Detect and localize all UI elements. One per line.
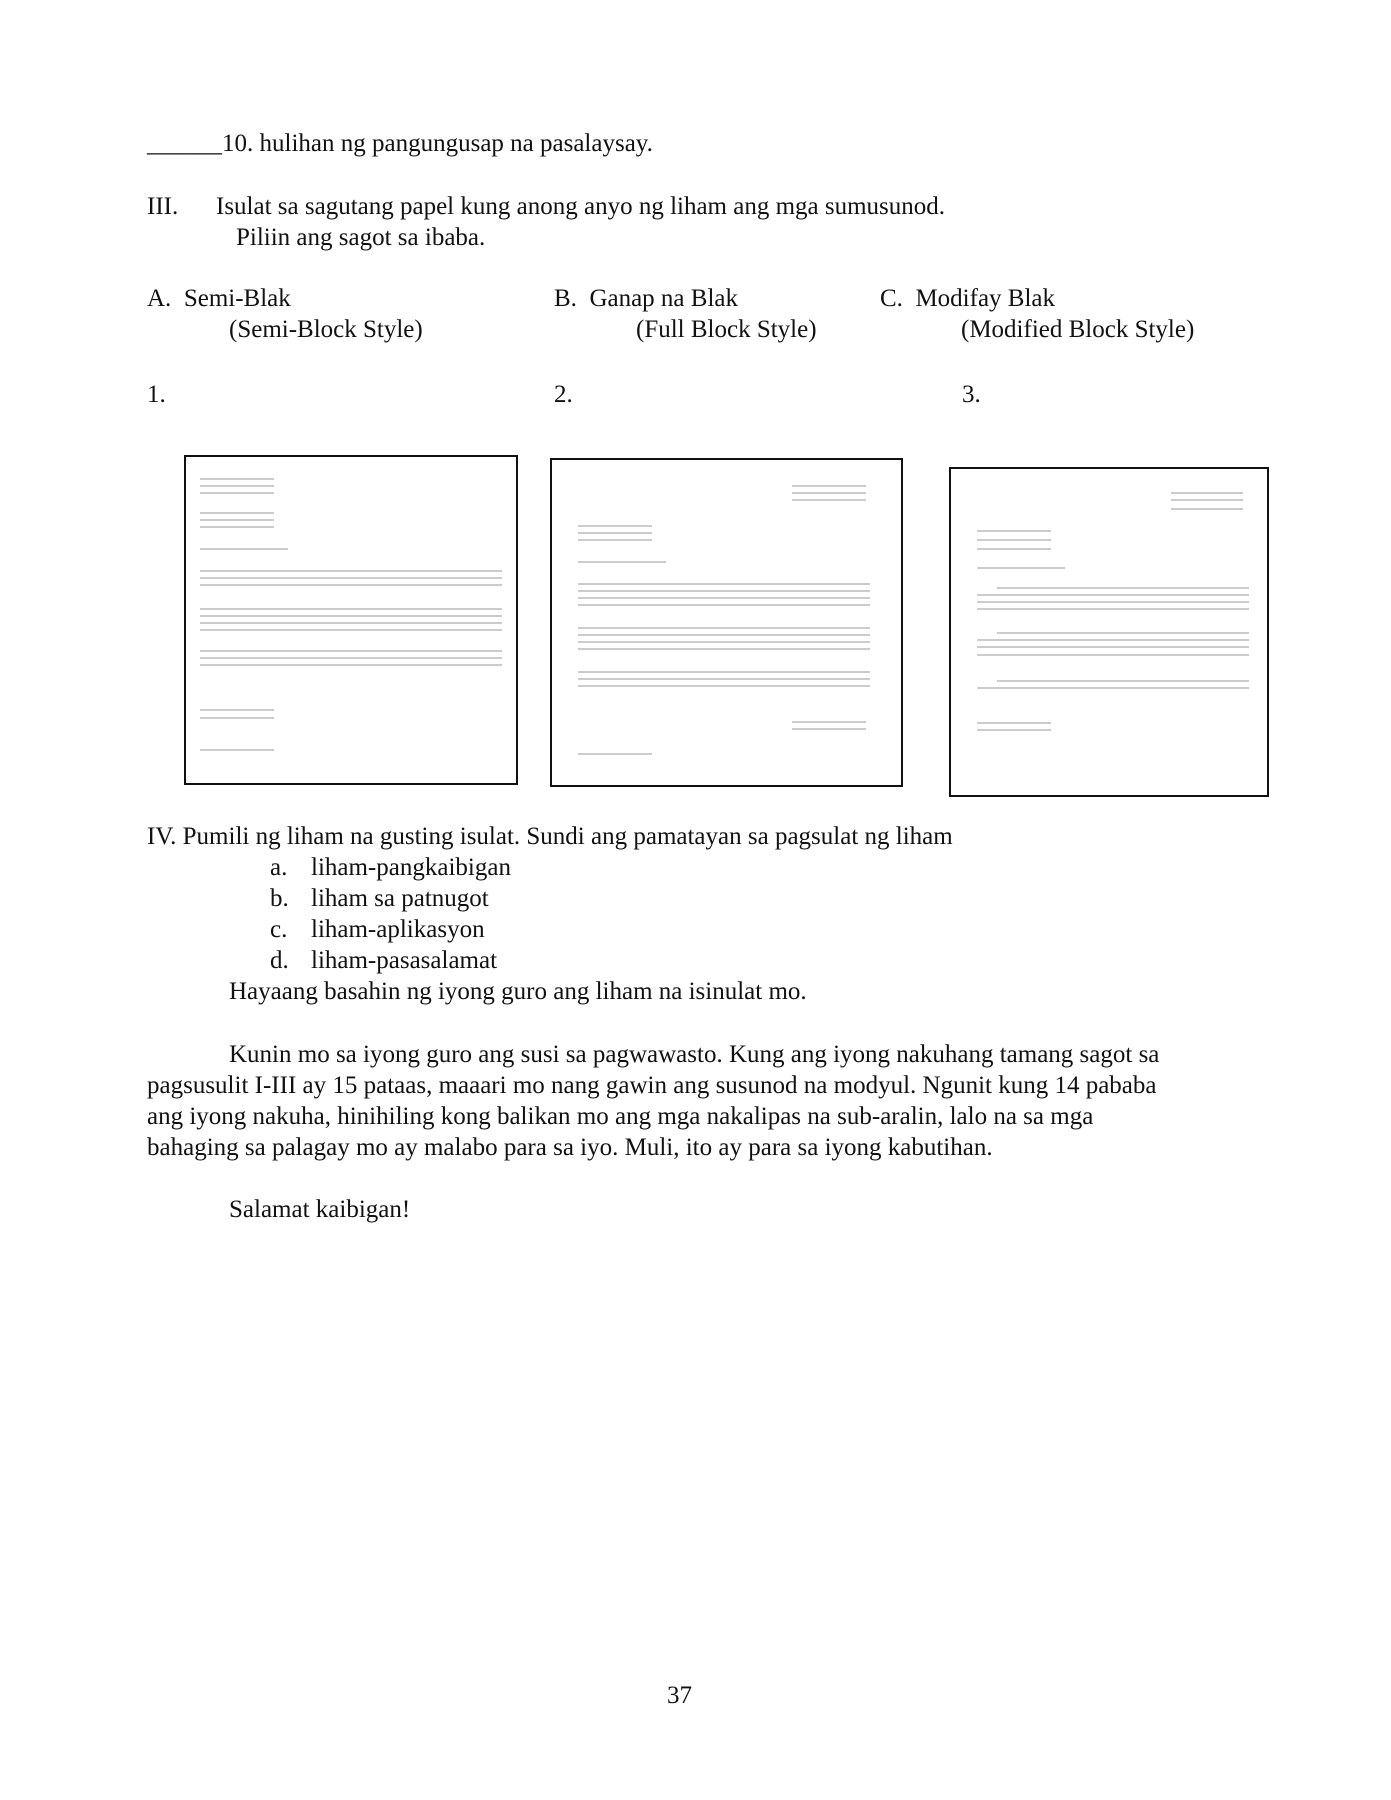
item-10-text: 10. hulihan ng pangungusap na pasalaysay. <box>222 130 653 157</box>
letter-diagram-2 <box>550 458 903 787</box>
section-4-closing: Hayaang basahin ng iyong guro ang liham na isinulat mo. <box>229 978 807 1005</box>
choice-b <box>554 283 738 314</box>
letter-diagram-3 <box>949 467 1269 797</box>
page-number: 37 <box>667 1682 692 1709</box>
section-4-heading: IV. Pumili ng liham na gusting isulat. Sundi ang pamatayan sa pagsulat ng liham <box>147 823 953 850</box>
choice-a-letter: A. <box>147 285 172 312</box>
option-b <box>270 883 489 914</box>
paragraph-line-3: ang iyong nakuha, hinihiling kong balikan mo ang mga nakalipas na sub-aralin, lalo na sa mga <box>147 1103 1094 1130</box>
option-c <box>270 914 485 945</box>
option-d <box>270 945 497 976</box>
choice-c-english: (Modified Block Style) <box>961 316 1195 343</box>
option-a-letter: a. <box>270 854 288 881</box>
option-a-text: liham-pangkaibigan <box>311 854 511 881</box>
section-3-numeral: III. <box>147 193 179 220</box>
letter-diagram-2-lines <box>552 460 901 785</box>
choice-c <box>880 283 1055 314</box>
paragraph-line-2: pagsusulit I-III ay 15 pataas, maaari mo nang gawin ang susunod na modyul. Ngunit kung 14 pababa <box>147 1072 1157 1099</box>
choice-b-letter: B. <box>554 285 577 312</box>
number-1: 1. <box>147 381 166 408</box>
option-a <box>270 852 511 883</box>
option-d-letter: d. <box>270 947 289 974</box>
option-b-text: liham sa patnugot <box>311 885 489 912</box>
option-c-text: liham-aplikasyon <box>311 916 485 943</box>
choice-c-letter: C. <box>880 285 903 312</box>
choice-b-name: Ganap na Blak <box>589 285 738 312</box>
choice-a-name: Semi-Blak <box>183 285 291 312</box>
choice-a <box>147 283 291 314</box>
paragraph-line-1: Kunin mo sa iyong guro ang susi sa pagwawasto. Kung ang iyong nakuhang tamang sagot sa <box>229 1041 1160 1068</box>
choice-a-english: (Semi-Block Style) <box>229 316 423 343</box>
letter-diagram-1-lines <box>186 457 516 783</box>
letter-diagram-1 <box>184 455 518 785</box>
option-d-text: liham-pasasalamat <box>311 947 498 974</box>
section-3-instruction-2: Piliin ang sagot sa ibaba. <box>236 224 486 251</box>
option-b-letter: b. <box>270 885 289 912</box>
item-10 <box>147 128 653 159</box>
thanks-line: Salamat kaibigan! <box>229 1196 411 1223</box>
answer-blank: ______ <box>147 130 222 157</box>
choice-b-english: (Full Block Style) <box>636 316 817 343</box>
number-3: 3. <box>962 381 981 408</box>
section-3-instruction-1: Isulat sa sagutang papel kung anong anyo ng liham ang mga sumusunod. <box>216 193 946 220</box>
option-c-letter: c. <box>270 916 288 943</box>
letter-diagram-3-lines <box>951 469 1267 795</box>
choice-c-name: Modifay Blak <box>915 285 1056 312</box>
number-2: 2. <box>554 381 573 408</box>
paragraph-line-4: bahaging sa palagay mo ay malabo para sa iyo. Muli, ito ay para sa iyong kabutihan. <box>147 1134 993 1161</box>
